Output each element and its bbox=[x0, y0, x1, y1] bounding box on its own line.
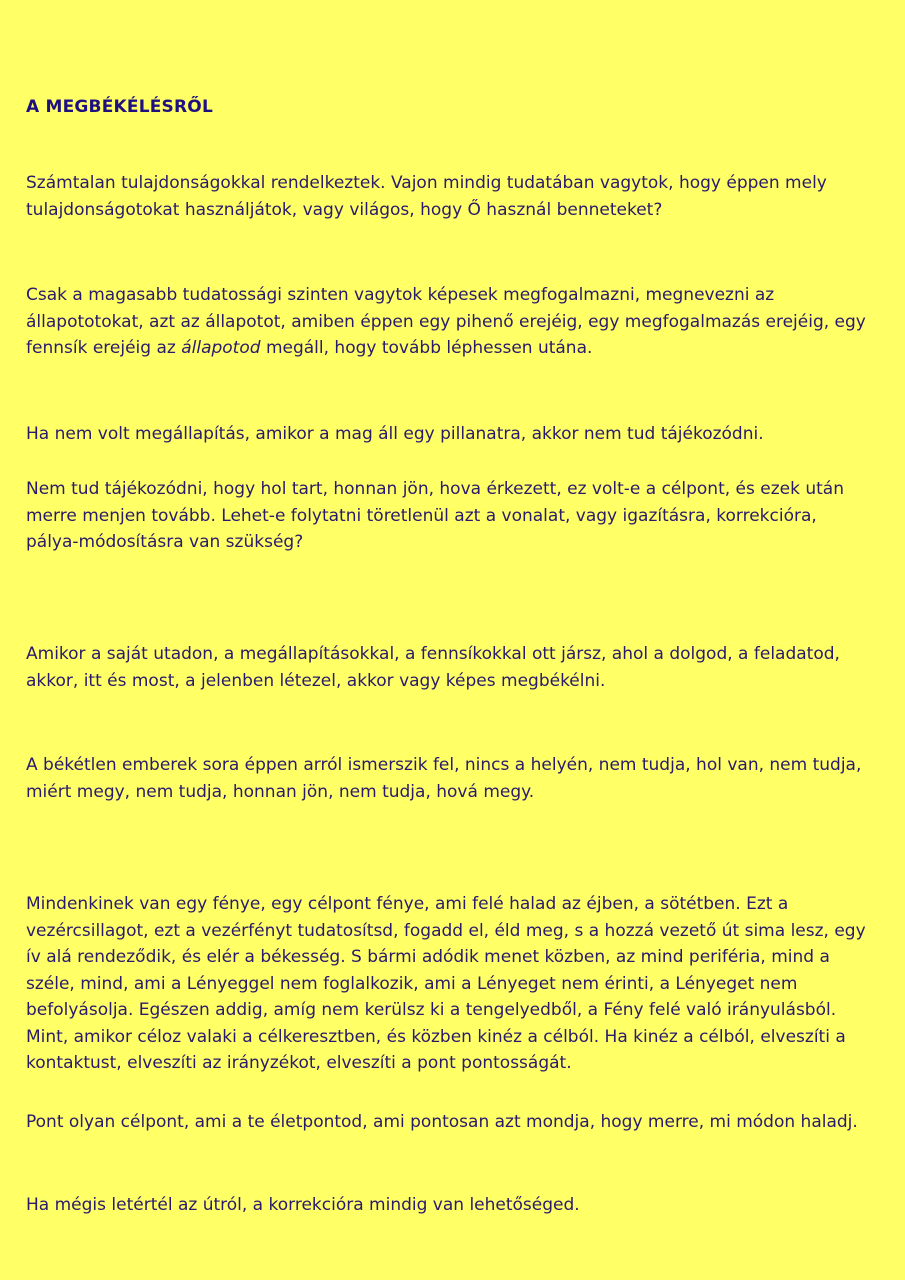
paragraph-2-emphasis: állapotod bbox=[181, 338, 261, 358]
paragraph-1: Számtalan tulajdonságokkal rendelkeztek. Vajon mindig tudatában vagytok, hogy éppen mely tulajdonságotokat használjátok, vagy világos, hogy Ő használ benneteket? bbox=[26, 173, 827, 220]
paragraph-6: A békétlen emberek sora éppen arról ismerszik fel, nincs a helyén, nem tudja, hol van, nem tudja, miért megy, nem tudja, honnan jön, nem tudja, hová megy. bbox=[26, 755, 862, 802]
paragraph-5: Amikor a saját utadon, a megállapításokkal, a fennsíkokkal ott jársz, ahol a dolgod, a feladatod, akkor, itt és most, a jelenben létezel, akkor vagy képes megbékélni. bbox=[26, 644, 840, 691]
paragraph-9: Ha mégis letértél az útról, a korrekcióra mindig van lehetőséged. bbox=[26, 1195, 580, 1215]
paragraph-7: Mindenkinek van egy fénye, egy célpont fénye, ami felé halad az éjben, a sötétben. Ezt a vezércsillagot, ezt a vezérfényt tudatosítsd, fogadd el, éld meg, s a hozzá vezető út sima lesz, egy ív alá rendeződik, és elér a békesség. S bármi adódik menet közben, az mind periféria, mind a széle, mind, ami a Lényeggel nem foglalkozik, ami a Lényeget nem érinti, a Lényeget nem befolyásolja. Egészen addig, amíg nem kerülsz ki a tengelyedből, a Fény felé való irányulásból. Mint, amikor céloz valaki a célkeresztben, és közben kinéz a célból. Ha kinéz a célból, elveszíti a kontaktust, elveszíti az irányzékot, elveszíti a pont pontosságát. bbox=[26, 894, 866, 1073]
paragraph-2 bbox=[26, 282, 871, 362]
paragraph-2-text-end: megáll, hogy tovább léphessen utána. bbox=[260, 338, 593, 358]
paragraph-3: Ha nem volt megállapítás, amikor a mag áll egy pillanatra, akkor nem tud tájékozódni. bbox=[26, 424, 764, 444]
paragraph-8: Pont olyan célpont, ami a te életpontod, ami pontosan azt mondja, hogy merre, mi módon haladj. bbox=[26, 1112, 858, 1132]
paragraph-2-text-start: Csak a magasabb tudatossági szinten vagytok képesek megfogalmazni, megnevezni az állapototokat, azt az állapotot, amiben éppen egy pihenő erejéig, egy megfogalmazás erejéig, egy fennsík erejéig az bbox=[26, 285, 866, 358]
document-title: A MEGBÉKÉLÉSRŐL bbox=[26, 97, 213, 117]
paragraph-4: Nem tud tájékozódni, hogy hol tart, honnan jön, hova érkezett, ez volt-e a célpont, és ezek után merre menjen tovább. Lehet-e folytatni töretlenül azt a vonalat, vagy igazításra, korrekcióra, pálya-módosításra van szükség? bbox=[26, 479, 844, 552]
